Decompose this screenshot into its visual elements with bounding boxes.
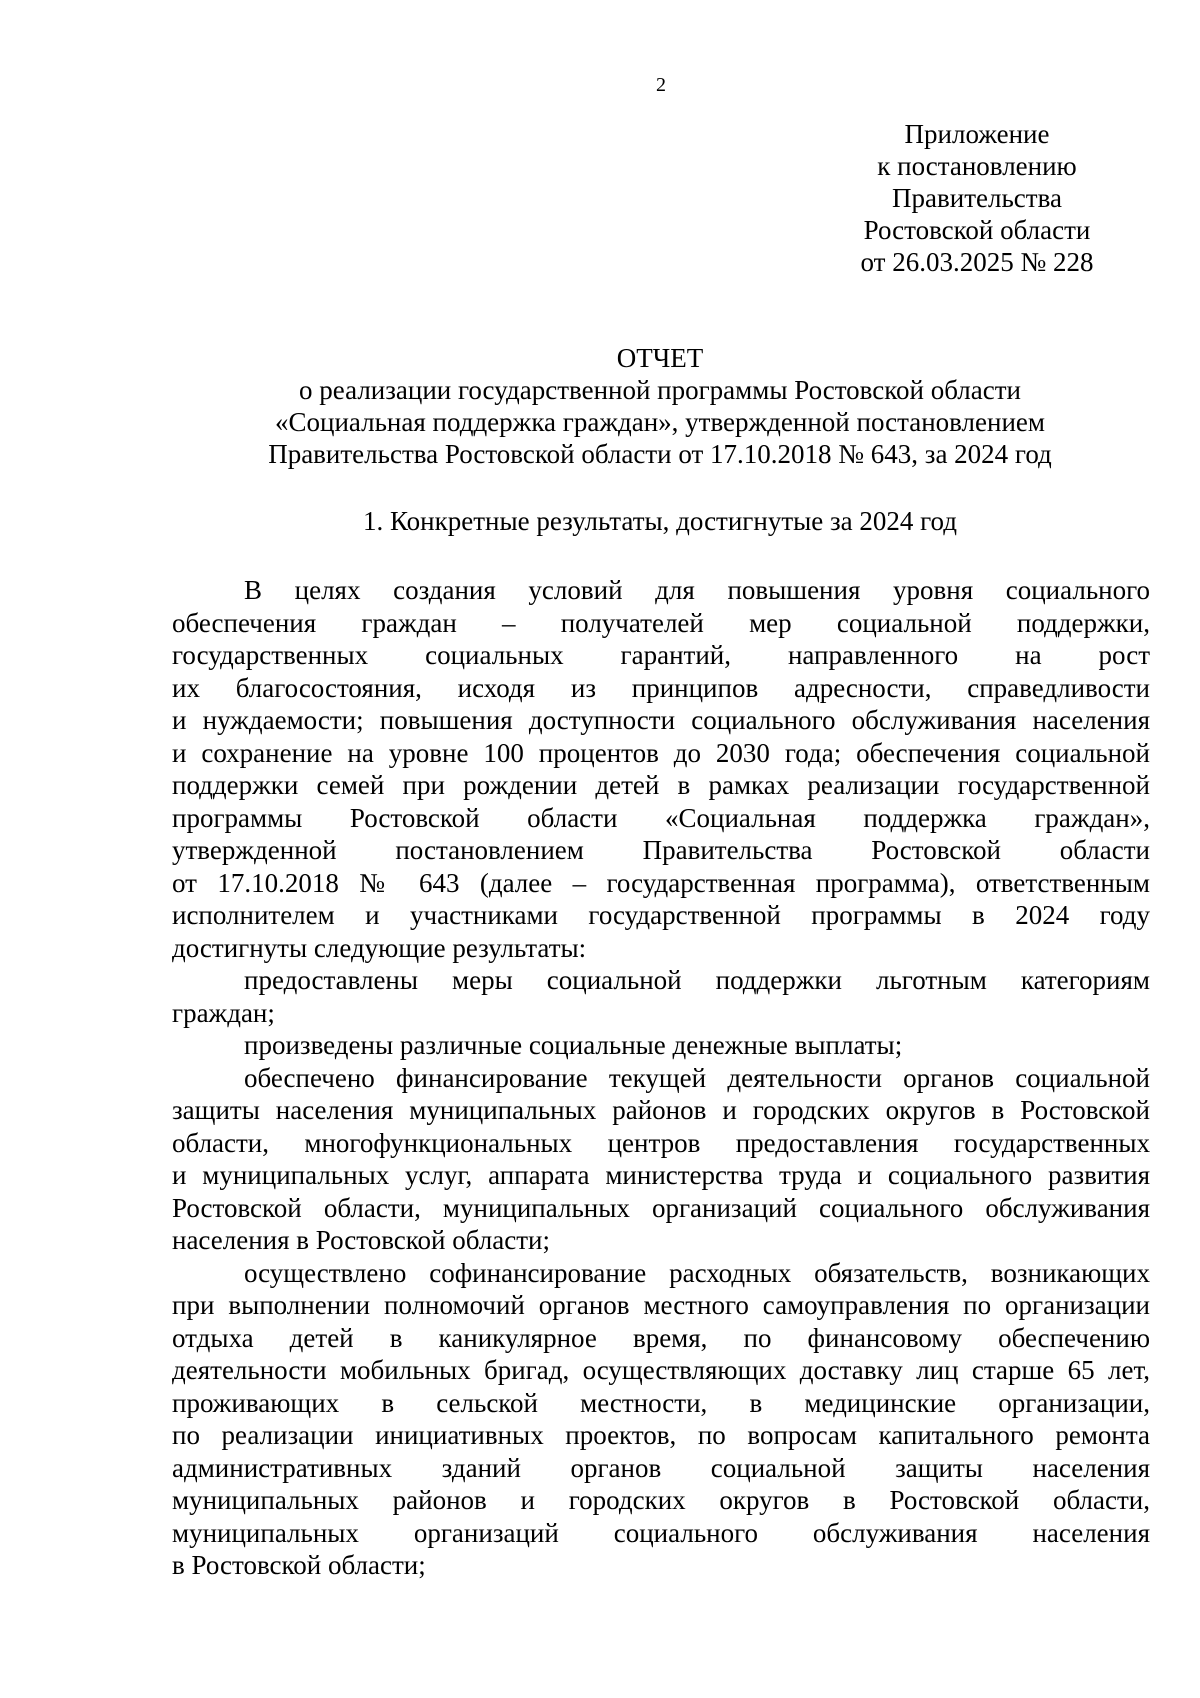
text-line: их благосостояния, исходя из принципов адресности, справедливости	[172, 672, 1150, 703]
text-line: муниципальных районов и городских округов в Ростовской области,	[172, 1485, 1150, 1515]
report-subtitle-line: о реализации государственной программы Ростовской области	[299, 375, 1021, 405]
text-line: программы Ростовской области «Социальная поддержка граждан»,	[172, 802, 1150, 833]
text-line: населения в Ростовской области;	[172, 1225, 550, 1255]
appendix-line: Ростовской области	[863, 215, 1091, 245]
text-line: по реализации инициативных проектов, по вопросам капитального ремонта	[172, 1420, 1150, 1450]
text-line: отдыха детей в каникулярное время, по финансовому обеспечению	[172, 1322, 1150, 1353]
paragraph	[172, 1029, 1150, 1062]
paragraph	[172, 1257, 1150, 1582]
text-line: обеспечено финансирование текущей деятельности органов социальной	[244, 1062, 1150, 1093]
paragraph	[172, 964, 1150, 1029]
text-line: области, многофункциональных центров предоставления государственных	[172, 1127, 1150, 1158]
text-line: и сохранение на уровне 100 процентов до 2030 года; обеспечения социальной	[172, 737, 1150, 768]
text-line: достигнуты следующие результаты:	[172, 932, 587, 963]
text-line: проживающих в сельской местности, в медицинские организации,	[172, 1387, 1150, 1418]
text-line: муниципальных организаций социального обслуживания населения	[172, 1517, 1150, 1548]
text-line: граждан;	[172, 997, 275, 1028]
appendix-line: Приложение	[904, 119, 1050, 149]
text-line: обеспечения граждан – получателей мер социальной поддержки,	[172, 607, 1150, 638]
appendix-line: Правительства	[892, 183, 1062, 213]
text-line: при выполнении полномочий органов местного самоуправления по организации	[172, 1290, 1150, 1320]
report-subtitle-line: «Социальная поддержка граждан», утвержденной постановлением	[275, 407, 1045, 437]
text-line: произведены различные социальные денежные выплаты;	[244, 1030, 903, 1060]
text-line: В целях создания условий для повышения уровня социального	[244, 575, 1150, 605]
text-line: государственных социальных гарантий, направленного на рост	[172, 640, 1150, 670]
text-line: поддержки семей при рождении детей в рамках реализации государственной	[172, 770, 1150, 800]
appendix-line: к постановлению	[877, 151, 1077, 181]
page-number: 2	[656, 74, 666, 96]
text-line: исполнителем и участниками государственной программы в 2024 году	[172, 900, 1150, 930]
appendix-line: от 26.03.2025 № 228	[860, 247, 1094, 277]
paragraph	[172, 574, 1150, 964]
report-subtitle-line: Правительства Ростовской области от 17.10.2018 № 643, за 2024 год	[268, 439, 1052, 469]
text-line: деятельности мобильных бригад, осуществляющих доставку лиц старше 65 лет,	[172, 1355, 1150, 1385]
text-line: осуществлено софинансирование расходных обязательств, возникающих	[244, 1257, 1150, 1288]
section-heading: 1. Конкретные результаты, достигнутые за 2024 год	[362, 506, 958, 536]
text-line: и муниципальных услуг, аппарата министерства труда и социального развития	[172, 1160, 1150, 1190]
text-line: и нуждаемости; повышения доступности социального обслуживания населения	[172, 705, 1150, 735]
text-line: от 17.10.2018 № 643 (далее – государственная программа), ответственным	[172, 867, 1150, 898]
paragraph	[172, 1062, 1150, 1257]
text-line: Ростовской области, муниципальных организаций социального обслуживания	[172, 1192, 1150, 1223]
body-text	[172, 574, 1150, 1582]
report-heading: ОТЧЕТ	[616, 343, 704, 373]
text-line: предоставлены меры социальной поддержки льготным категориям	[244, 965, 1150, 995]
text-line: в Ростовской области;	[172, 1550, 426, 1580]
report-title-block	[200, 342, 1120, 470]
appendix-block	[842, 118, 1112, 278]
text-line: утвержденной постановлением Правительства Ростовской области	[172, 835, 1150, 865]
text-line: защиты населения муниципальных районов и городских округов в Ростовской	[172, 1095, 1150, 1125]
text-line: административных зданий органов социальной защиты населения	[172, 1452, 1150, 1483]
